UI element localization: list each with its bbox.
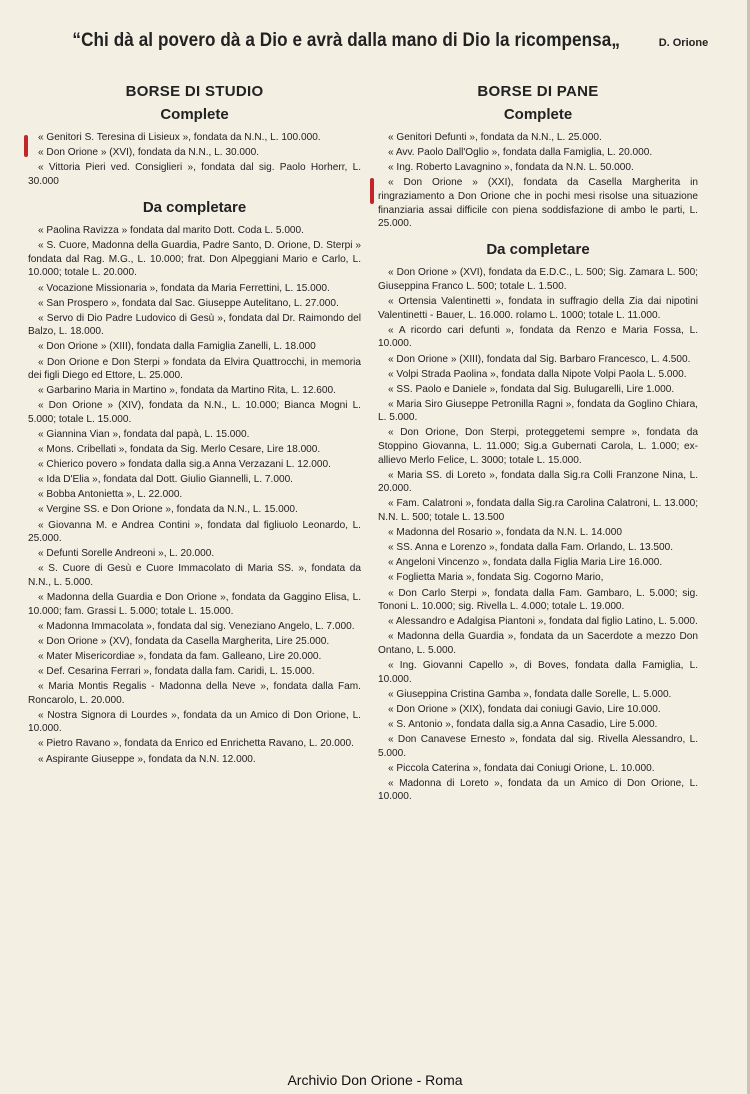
list-item: « Foglietta Maria », fondata Sig. Cogorno Mario, [388, 572, 604, 584]
subsection-complete: Complete [503, 105, 573, 123]
list-item: « Mons. Cribellati », fondata da Sig. Merlo Cesare, Lire 18.000. [38, 444, 321, 456]
list-item: « Don Orione » (XIII), fondata dal Sig. Barbaro Francesco, L. 4.500. [388, 353, 691, 365]
list-item: « Giovanna M. e Andrea Contini », fondata dal figliuolo Leonardo, L. 25.000. [28, 519, 361, 545]
list-item: « Don Canavese Ernesto », fondata dal sig. Rivella Alessandro, L. 5.000. [378, 733, 698, 759]
list-to-complete-studio [28, 224, 361, 766]
list-item: « Vittoria Pieri ved. Consiglieri », fondata dal sig. Paolo Horherr, L. 30.000 [28, 162, 361, 187]
list-item: « SS. Paolo e Daniele », fondata dal Sig. Bulugarelli, Lire 1.000. [388, 383, 675, 395]
archive-footer: Archivio Don Orione - Roma [287, 1072, 463, 1088]
list-item: « Don Orione e Don Sterpi » fondata da Elvira Quattrocchi, in memoria dei figli Diego ed Ettore, L. 25.000. [28, 356, 361, 382]
list-item: « S. Cuore, Madonna della Guardia, Padre Santo, D. Orione, D. Sterpi » fondata dal Rag. M.G., L. 10.000; frat. Don Alpeggiani Mario e Carlo, L. 10.000; totale L. 20.000. [28, 240, 361, 279]
list-item: « Defunti Sorelle Andreoni », L. 20.000. [38, 548, 215, 560]
section-title-pane: BORSE DI PANE [477, 83, 599, 100]
red-margin-mark [370, 178, 374, 204]
list-item: « Pietro Ravano », fondata da Enrico ed Enrichetta Ravano, L. 20.000. [38, 738, 354, 750]
list-item: « Don Orione, Don Sterpi, proteggetemi sempre », fondata da Stoppino Giovanna, L. 11.000; Sig.a Gubernati Carola, L. 1.000; ex-allievo Merlo Felice, L. 3000; totale L. 15.000. [378, 427, 698, 466]
list-item: « Don Orione » (XXI), fondata da Casella Margherita in ringraziamento a Don Orione che in pochi mesi risolse una situazione finanziaria assai difficile con piena soddisfazione di ambo le parti, L. 25.000. [378, 177, 698, 230]
list-item: « S. Cuore di Gesù e Cuore Immacolato di Maria SS. », fondata da N.N., L. 5.000. [28, 563, 361, 588]
list-item: « Maria Siro Giuseppe Petronilla Ragni », fondata da Goglino Chiara, L. 5.000. [378, 398, 698, 424]
list-item: « Garbarino Maria in Martino », fondata da Martino Rita, L. 12.600. [38, 385, 336, 397]
list-item: « Giannina Vian », fondata dal papà, L. 15.000. [38, 428, 250, 440]
subsection-da-completare: Da completare [142, 198, 247, 216]
list-item: « Madonna della Guardia e Don Orione », fondata da Gaggino Elisa, L. 10.000; fam. Grassi L. 5.000; totale L. 15.000. [28, 592, 361, 617]
list-item: « Nostra Signora di Lourdes », fondata da un Amico di Don Orione, L. 10.000. [28, 709, 361, 735]
list-item: « Piccola Caterina », fondata dai Coniugi Orione, L. 10.000. [388, 762, 655, 774]
list-item: « Madonna del Rosario », fondata da N.N. L. 14.000 [388, 527, 622, 539]
list-item: « Don Orione » (XIV), fondata da N.N., L. 10.000; Bianca Mogni L. 5.000; totale L. 15.000. [28, 400, 361, 425]
list-item: « Don Orione » (XVI), fondata da E.D.C., L. 500; Sig. Zamara L. 500; Giuseppina Franco L. 500; totale L. 1.500. [378, 267, 698, 293]
list-item: « Genitori S. Teresina di Lisieux », fondata da N.N., L. 100.000. [38, 132, 321, 144]
list-item: « Ortensia Valentinetti », fondata in suffragio della Zia dai nipotini Valentinetti - Bauer, L. 16.000. rolamo L. 1000; totale L. 11.000. [378, 296, 698, 321]
list-item: « Servo di Dio Padre Ludovico di Gesù », fondata dal Dr. Raimondo del Balzo, L. 18.000. [28, 312, 361, 338]
list-item: « Avv. Paolo Dall'Oglio », fondata dalla Famiglia, L. 20.000. [388, 147, 653, 159]
list-item: « Mater Misericordiae », fondata da fam. Galleano, Lire 20.000. [38, 650, 322, 662]
list-item: « Genitori Defunti », fondata da N.N., L. 25.000. [388, 132, 602, 144]
column-borse-di-studio [28, 85, 361, 768]
list-item: « Maria Montis Regalis - Madonna della Neve », fondata dalla Fam. Roncarolo, L. 20.000. [28, 681, 361, 706]
list-item: « Chierico povero » fondata dalla sig.a Anna Verzazani L. 12.000. [38, 459, 331, 471]
motto-author: D. Orione [658, 37, 709, 49]
list-item: « Bobba Antonietta », L. 22.000. [38, 489, 183, 501]
list-item: « Don Orione » (XIX), fondata dai coniugi Gavio, Lire 10.000. [388, 703, 661, 715]
list-item: « Alessandro e Adalgisa Piantoni », fondata dal figlio Latino, L. 5.000. [388, 616, 698, 628]
list-item: « Ida D'Elia », fondata dal Dott. Giulio Giannelli, L. 7.000. [38, 474, 293, 486]
list-item: « A ricordo cari defunti », fondata da Renzo e Maria Fossa, L. 10.000. [378, 324, 698, 350]
list-item: « S. Antonio », fondata dalla sig.a Anna Casadio, Lire 5.000. [388, 718, 658, 730]
list-item: « Def. Cesarina Ferrari », fondata dalla fam. Caridi, L. 15.000. [38, 665, 315, 677]
list-item: « Fam. Calatroni », fondata dalla Sig.ra Carolina Calatroni, L. 13.000; N.N. L. 500; totale L. 13.500 [378, 498, 698, 524]
list-item: « Vocazione Missionaria », fondata da Maria Ferrettini, L. 15.000. [38, 282, 330, 294]
list-item: « Volpi Strada Paolina », fondata dalla Nipote Volpi Paola L. 5.000. [388, 368, 687, 380]
list-item: « Madonna Immacolata », fondata dal sig. Veneziano Angelo, L. 7.000. [38, 620, 355, 632]
list-item: « Ing. Giovanni Capello », di Boves, fondata dalla Famiglia, L. 10.000. [378, 659, 698, 685]
motto: “Chi dà al povero dà a Dio e avrà dalla mano di Dio la ricompensa„ [72, 30, 620, 51]
section-title-studio: BORSE DI STUDIO [125, 83, 264, 100]
list-complete-studio [28, 131, 361, 188]
list-item: « Don Orione » (XVI), fondata da N.N., L. 30.000. [38, 147, 260, 159]
list-item: « Don Orione » (XV), fondata da Casella Margherita, Lire 25.000. [38, 635, 330, 647]
list-item: « Paolina Ravizza » fondata dal marito Dott. Coda L. 5.000. [38, 225, 304, 237]
list-item: « San Prospero », fondata dal Sac. Giuseppe Autelitano, L. 27.000. [38, 297, 339, 309]
list-item: « Ing. Roberto Lavagnino », fondata da N.N. L. 50.000. [388, 162, 634, 174]
list-item: « Vergine SS. e Don Orione », fondata da N.N., L. 15.000. [38, 504, 298, 516]
column-borse-di-pane [378, 85, 698, 805]
list-item: « Maria SS. di Loreto », fondata dalla Sig.ra Colli Franzone Nina, L. 20.000. [378, 469, 698, 495]
list-item: « Angeloni Vincenzo », fondata dalla Figlia Maria Lire 16.000. [388, 557, 663, 569]
subsection-da-completare: Da completare [486, 240, 590, 258]
list-item: « Aspirante Giuseppe », fondata da N.N. 12.000. [38, 753, 256, 765]
list-item: « Don Carlo Sterpi », fondata dalla Fam. Gambaro, L. 5.000; sig. Tononi L. 10.000; sig. Rivella L. 4.000; totale L. 19.000. [378, 587, 698, 613]
subsection-complete: Complete [160, 105, 229, 123]
list-item: « Madonna della Guardia », fondata da un Sacerdote a mezzo Don Ontano, L. 5.000. [378, 631, 698, 656]
list-item: « Madonna di Loreto », fondata da un Amico di Don Orione, L. 10.000. [378, 777, 698, 803]
page-header [0, 30, 750, 52]
list-item: « SS. Anna e Lorenzo », fondata dalla Fam. Orlando, L. 13.500. [388, 542, 674, 554]
list-complete-pane [378, 131, 698, 231]
list-item: « Giuseppina Cristina Gamba », fondata dalle Sorelle, L. 5.000. [388, 688, 672, 700]
list-item: « Don Orione » (XIII), fondata dalla Famiglia Zanelli, L. 18.000 [38, 341, 316, 353]
list-to-complete-pane [378, 266, 698, 803]
